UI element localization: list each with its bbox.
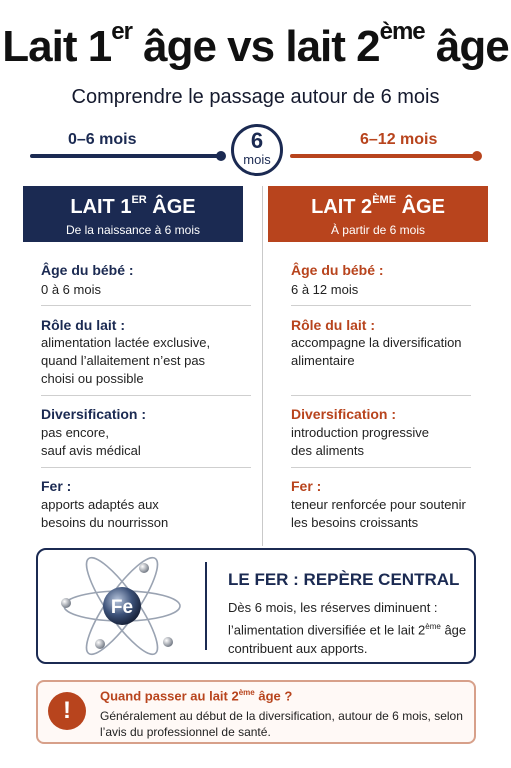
timeline-right-label: 6–12 mois (360, 131, 438, 148)
electron (61, 598, 71, 608)
exclamation-icon: ! (48, 692, 86, 730)
right-column-header (268, 186, 488, 242)
transition-box-text: Généralement au début de la diversification, autour de 6 mois, selon l’avis du professionnel de santé. (100, 709, 463, 739)
right-age-text: 6 à 12 mois (291, 282, 359, 297)
timeline-center-marker (231, 124, 283, 176)
left-header-subtitle: De la naissance à 6 mois (65, 223, 201, 237)
left-divider-1 (41, 305, 251, 306)
right-age-label: Âge du bébé : (291, 262, 384, 278)
atom-icon (56, 556, 188, 656)
timeline-right-dot (472, 151, 482, 161)
iron-symbol: Fe (110, 597, 134, 618)
right-header-title: LAIT 2ÈME ÂGE (311, 194, 445, 218)
column-divider (262, 186, 263, 546)
timeline-right-line (290, 154, 478, 158)
left-header-title: LAIT 1ER ÂGE (70, 194, 196, 218)
right-divider-3 (291, 467, 471, 468)
timeline-left-line (30, 154, 222, 158)
iron-box-title: LE FER : REPÈRE CENTRAL (228, 570, 460, 589)
right-diversification-label: Diversification : (291, 406, 397, 422)
electron (163, 637, 173, 647)
page-title: Lait 1er âge vs lait 2ème âge (2, 18, 509, 71)
left-iron-text: apports adaptés aux besoins du nourrisson (41, 497, 169, 530)
right-iron-text: teneur renforcée pour soutenir les besoins croissants (291, 497, 466, 530)
timeline-left-label: 0–6 mois (68, 131, 137, 148)
electron (139, 563, 149, 573)
left-divider-2 (41, 395, 251, 396)
right-divider-2 (291, 395, 471, 396)
left-role-label: Rôle du lait : (41, 317, 125, 333)
transition-box-title: Quand passer au lait 2ème âge ? (100, 688, 293, 704)
right-role-label: Rôle du lait : (291, 317, 375, 333)
right-header-subtitle: À partir de 6 mois (330, 223, 426, 237)
left-age-label: Âge du bébé : (41, 262, 134, 278)
right-divider-1 (291, 305, 471, 306)
iron-box-divider (205, 562, 207, 650)
timeline-center-number: 6 (250, 128, 264, 153)
left-divider-3 (41, 467, 251, 468)
timeline-center-unit: mois (243, 152, 271, 167)
iron-box-text: Dès 6 mois, les réserves diminuent : l’alimentation diversifiée et le lait 2ème âge contribuent aux apports. (228, 600, 467, 657)
left-diversification-text: pas encore, sauf avis médical (41, 425, 141, 458)
page-subtitle: Comprendre le passage autour de 6 mois (71, 86, 440, 108)
right-iron-label: Fer : (291, 478, 322, 494)
left-diversification-label: Diversification : (41, 406, 147, 422)
right-diversification-text: introduction progressive des aliments (291, 425, 430, 458)
left-role-text: alimentation lactée exclusive, quand l’allaitement n’est pas choisi ou possible (41, 335, 211, 386)
timeline-left-dot (216, 151, 226, 161)
right-role-text: accompagne la diversification alimentaire (291, 335, 462, 368)
electron (95, 639, 105, 649)
left-age-text: 0 à 6 mois (41, 282, 101, 297)
left-iron-label: Fer : (41, 478, 72, 494)
left-column-header (23, 186, 243, 242)
